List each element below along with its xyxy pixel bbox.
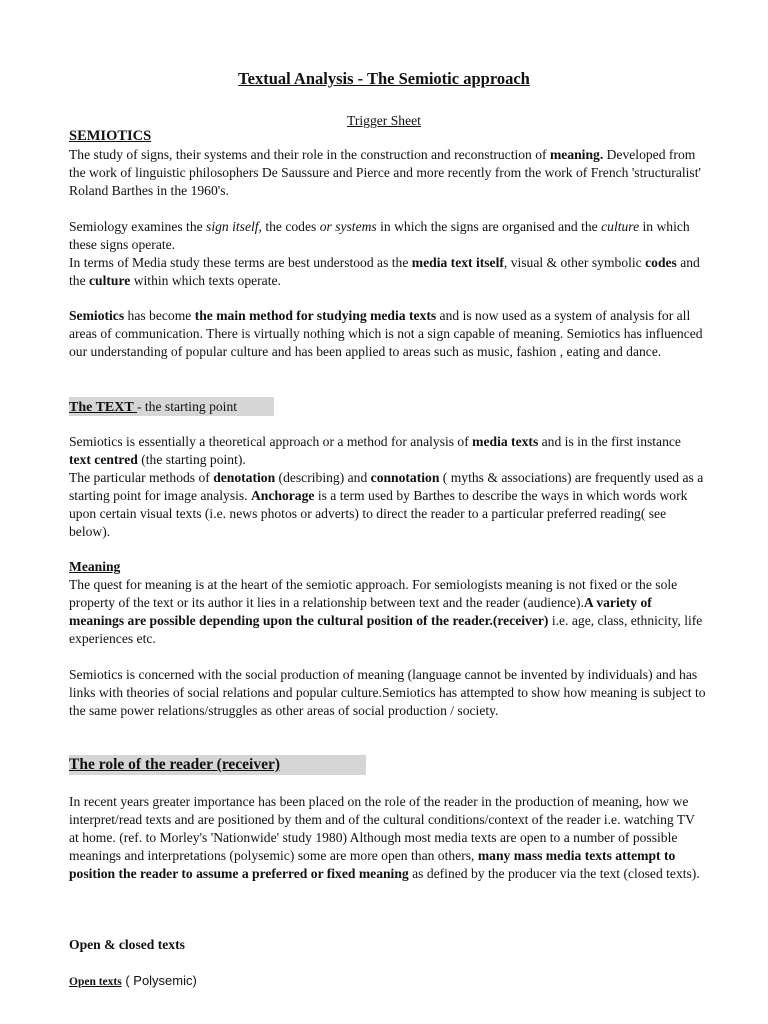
text-run: and is in the first instance <box>538 434 681 449</box>
bold-run: codes <box>645 254 677 270</box>
text-run: , visual & other symbolic <box>503 254 646 270</box>
open-closed-heading: Open & closed texts <box>69 937 185 952</box>
text-run: The particular methods of <box>69 469 214 485</box>
text-heading-rest: - the starting point <box>136 399 238 414</box>
text-run: and the <box>69 254 700 288</box>
open-texts-line <box>69 972 706 992</box>
text-run: Semiology examines the <box>69 219 207 234</box>
meaning-section <box>69 558 706 648</box>
bold-run: media text itself <box>411 254 504 270</box>
italic-run: or systems <box>319 219 377 234</box>
semiotics-paragraph-4 <box>69 307 706 361</box>
bold-run: media texts <box>472 434 539 449</box>
text-run: ( myths & associations) are frequently used as a starting point for image analysis. <box>69 469 704 503</box>
semiotics-paragraph-3 <box>69 254 706 290</box>
text-run: The quest for meaning is at the heart of the semiotic approach. For semiologists meaning is not fixed or the sole property of the text or its author it lies in a relationship between text and the reader (audience). <box>69 576 678 610</box>
reader-paragraph-1 <box>69 793 706 883</box>
text-run: The study of signs, their systems and their role in the construction and reconstruction of <box>69 146 550 162</box>
bold-run: Anchorage <box>250 487 315 503</box>
text-run: the codes <box>261 219 320 234</box>
reader-section <box>69 793 706 883</box>
text-run: i.e. age, class, ethnicity, life experiences etc. <box>69 612 703 646</box>
text-run: In terms of Media study these terms are best understood as the <box>69 254 412 270</box>
semiotics-heading: SEMIOTICS <box>69 128 152 144</box>
bold-run: meaning. <box>549 146 604 162</box>
semiotics-paragraph-1 <box>69 146 706 200</box>
text-run: as defined by the producer via the text (closed texts). <box>408 865 700 881</box>
text-run: in which the signs are organised and the <box>376 219 602 234</box>
text-run: (describing) and <box>275 469 371 485</box>
text-run: Developed from the work of linguistic philosophers De Saussure and Pierce and more recently from the work of French 'structuralist' Roland Barthes in the 1960's. <box>69 146 701 198</box>
open-texts-label: Open texts <box>69 976 122 988</box>
text-run: Semiotics is essentially a theoretical approach or a method for analysis of <box>69 434 473 449</box>
meaning-paragraph-2: Semiotics is concerned with the social production of meaning (language cannot be invented by individuals) and has links with theories of social relations and popular culture.Semiotics has attempted to show how meaning is subject to the same power relations/struggles as other areas of social production / society. <box>69 667 706 718</box>
meaning-social-paragraph <box>69 666 706 720</box>
bold-run: many mass media texts attempt to position the reader to assume a preferred or fixed meaning <box>69 847 676 881</box>
polysemic-label: ( Polysemic) <box>121 973 197 988</box>
text-run: (the starting point). <box>137 451 246 467</box>
bold-run: Semiotics <box>69 308 125 323</box>
text-paragraph-2 <box>69 469 706 541</box>
reader-heading: The role of the reader (receiver) <box>69 756 281 773</box>
bold-run: text centred <box>69 451 138 467</box>
meaning-paragraph-1 <box>69 576 706 648</box>
text-paragraph-1 <box>69 433 706 469</box>
text-heading-bold: The TEXT <box>69 400 137 415</box>
bold-run: connotation <box>370 469 440 485</box>
semiotics-paragraph-2 <box>69 218 706 254</box>
semiotics-section <box>69 128 706 200</box>
text-run: within which texts operate. <box>130 272 281 288</box>
italic-run: sign itself, <box>206 219 262 234</box>
bold-run: denotation <box>213 469 276 485</box>
text-run: is a term used by Barthes to describe the ways in which words work upon certain visual texts (i.e. news photos or adverts) to direct the reader to a particular preferred reading( see below). <box>69 487 688 539</box>
text-run: in which these signs operate. <box>69 219 690 252</box>
text-run: In recent years greater importance has been placed on the role of the reader in the production of meaning, how we interpret/read texts and are positioned by them and of the cultural conditions/context of the reader i.e. watching TV at home. (ref. to Morley's 'Nationwide' study 1980) Although most media texts are open to a number of possible meanings and interpretations (polysemic) some are more open than others, <box>69 794 695 863</box>
meaning-heading: Meaning <box>69 559 121 574</box>
text-run: has become <box>124 308 195 323</box>
document-subtitle: Trigger Sheet <box>347 113 421 128</box>
text-heading <box>69 398 237 417</box>
text-section <box>69 433 706 540</box>
bold-run: culture <box>89 272 131 288</box>
semiology-paragraph <box>69 218 706 290</box>
semiotics-method-paragraph <box>69 307 706 361</box>
text-run: and is now used as a system of analysis for all areas of communication. There is virtually nothing which is not a sign capable of meaning. Semiotics has influenced our understanding of popular culture and has been applied to areas such as music, fashion , eating and dance. <box>69 308 703 359</box>
open-closed-heading-wrap <box>69 936 706 954</box>
italic-run: culture <box>601 219 640 234</box>
bold-run: A variety of meanings are possible depending upon the cultural position of the reader.(receiver) <box>69 594 652 628</box>
bold-run: the main method for studying media texts <box>194 308 437 323</box>
document-title: Textual Analysis - The Semiotic approach <box>238 69 530 88</box>
